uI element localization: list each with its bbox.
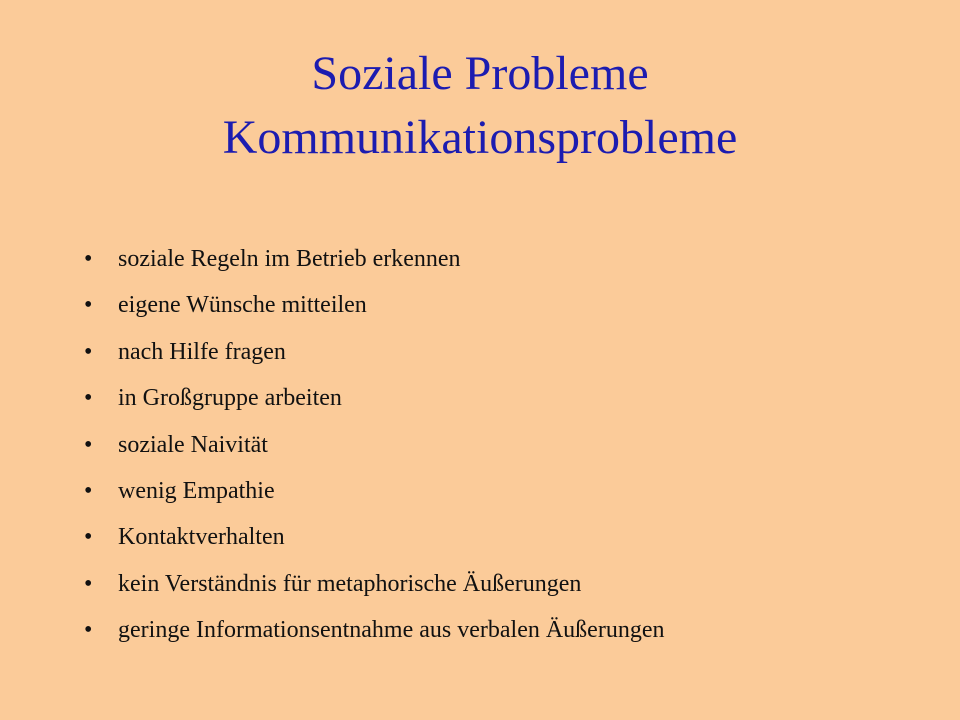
list-item-text: nach Hilfe fragen	[118, 338, 286, 365]
list-item-text: kein Verständnis für metaphorische Äußerungen	[118, 570, 582, 597]
bullet-icon: •	[84, 524, 93, 551]
list-item-text: eigene Wünsche mitteilen	[118, 292, 367, 319]
bullet-icon: •	[84, 570, 93, 597]
slide-title	[0, 42, 960, 170]
bullet-icon: •	[84, 617, 93, 644]
bullet-icon: •	[84, 338, 93, 365]
bullet-icon: •	[84, 246, 93, 272]
bullet-icon: •	[84, 477, 93, 504]
list-item-text: Kontaktverhalten	[118, 524, 285, 551]
title-line-2: Kommunikationsprobleme	[222, 111, 738, 164]
bullet-icon: •	[84, 385, 93, 412]
list-item-text: in Großgruppe arbeiten	[118, 385, 342, 412]
title-line-1: Soziale Probleme	[311, 47, 649, 100]
list-item-text: soziale Regeln im Betrieb erkennen	[118, 246, 461, 272]
bullet-icon: •	[84, 431, 93, 458]
list-item-text: wenig Empathie	[118, 477, 275, 504]
list-item-text: soziale Naivität	[118, 431, 268, 458]
list-item-text: geringe Informationsentnahme aus verbalen Äußerungen	[118, 617, 665, 644]
bullet-icon: •	[84, 292, 93, 319]
